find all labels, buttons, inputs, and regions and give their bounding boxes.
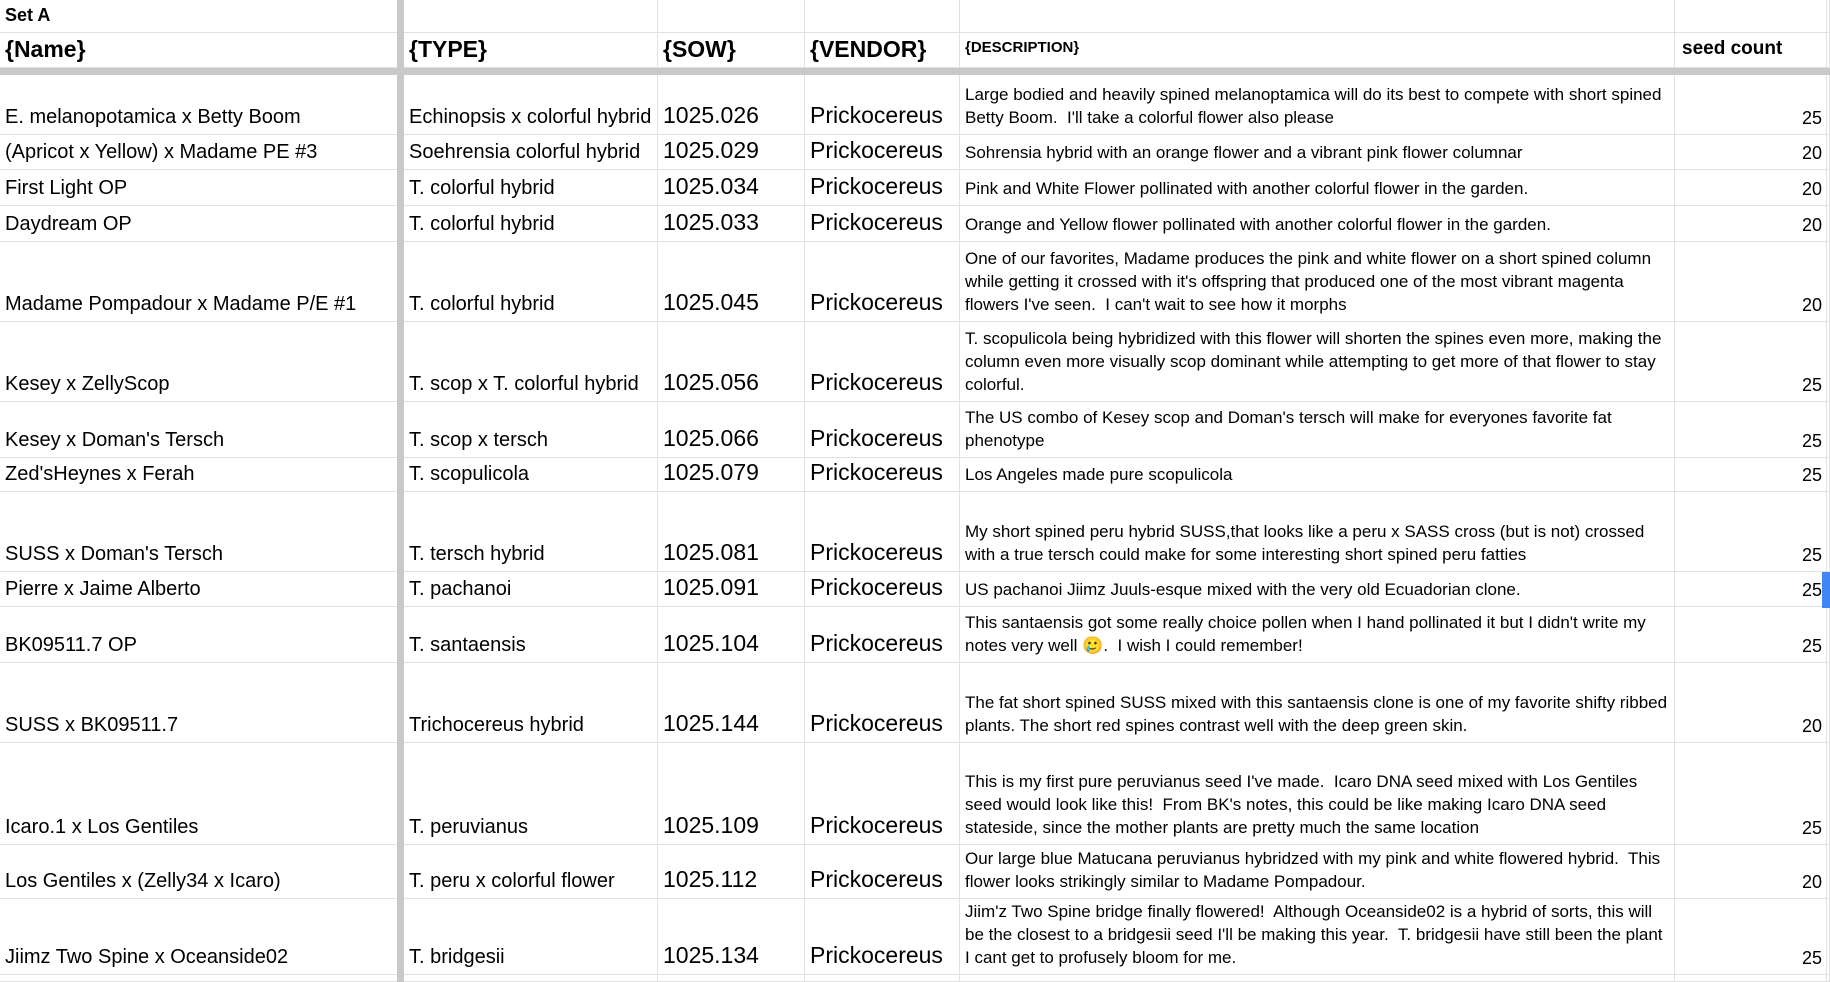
- name-cell[interactable]: Kesey x Doman's Tersch: [0, 402, 404, 458]
- sow-cell[interactable]: 1025.144: [658, 663, 805, 743]
- description-cell[interactable]: Sohrensia hybrid with an orange flower and a vibrant pink flower columnar: [960, 135, 1675, 170]
- vendor-cell[interactable]: Prickocereus: [805, 135, 960, 170]
- empty-cell[interactable]: [658, 975, 805, 982]
- table-row: [0, 899, 1830, 975]
- name-cell[interactable]: BK09511.7 OP: [0, 607, 404, 663]
- empty-cell[interactable]: [404, 0, 658, 33]
- frozen-column-divider[interactable]: [397, 0, 404, 982]
- header-name[interactable]: {Name}: [0, 33, 404, 68]
- description-cell[interactable]: One of our favorites, Madame produces the pink and white flower on a short spined column while getting it crossed with it's offspring that produced one of the most vibrant magenta flowers I've seen. I can't wait to see how it morphs: [960, 242, 1675, 322]
- vendor-cell[interactable]: Prickocereus: [805, 322, 960, 402]
- seed-count-cell[interactable]: 20: [1675, 135, 1827, 170]
- frozen-row-divider: [0, 68, 1830, 75]
- sow-cell[interactable]: 1025.033: [658, 206, 805, 242]
- type-cell[interactable]: T. peruvianus: [404, 743, 658, 845]
- description-cell[interactable]: My short spined peru hybrid SUSS,that looks like a peru x SASS cross (but is not) crossed with a true tersch could make for some interesting short spined peru fatties: [960, 492, 1675, 572]
- vendor-cell[interactable]: Prickocereus: [805, 492, 960, 572]
- seed-count-cell[interactable]: 25: [1675, 402, 1827, 458]
- table-row: [0, 402, 1830, 458]
- name-cell[interactable]: Zed'sHeynes x Ferah: [0, 458, 404, 492]
- vendor-cell[interactable]: Prickocereus: [805, 170, 960, 206]
- empty-cell[interactable]: [1675, 0, 1827, 33]
- sow-cell[interactable]: 1025.112: [658, 845, 805, 899]
- sow-cell[interactable]: 1025.104: [658, 607, 805, 663]
- type-cell[interactable]: T. colorful hybrid: [404, 242, 658, 322]
- seed-count-cell[interactable]: 25: [1675, 75, 1827, 135]
- sow-cell[interactable]: 1025.066: [658, 402, 805, 458]
- vendor-cell[interactable]: Prickocereus: [805, 75, 960, 135]
- empty-cell[interactable]: [0, 975, 404, 982]
- name-cell[interactable]: Daydream OP: [0, 206, 404, 242]
- vendor-cell[interactable]: Prickocereus: [805, 572, 960, 607]
- table-row: [0, 458, 1830, 492]
- type-cell[interactable]: T. peru x colorful flower: [404, 845, 658, 899]
- name-cell[interactable]: Madame Pompadour x Madame P/E #1: [0, 242, 404, 322]
- table-row: [0, 206, 1830, 242]
- vendor-cell[interactable]: Prickocereus: [805, 402, 960, 458]
- description-cell[interactable]: Los Angeles made pure scopulicola: [960, 458, 1675, 492]
- table-row: [0, 242, 1830, 322]
- frozen-row-divider-bar[interactable]: [0, 68, 1830, 75]
- vendor-cell[interactable]: Prickocereus: [805, 206, 960, 242]
- description-cell[interactable]: The US combo of Kesey scop and Doman's tersch will make for everyones favorite fat phenotype: [960, 402, 1675, 458]
- table-row: [0, 75, 1830, 135]
- sow-cell[interactable]: 1025.056: [658, 322, 805, 402]
- sow-cell[interactable]: 1025.045: [658, 242, 805, 322]
- description-cell[interactable]: Pink and White Flower pollinated with another colorful flower in the garden.: [960, 170, 1675, 206]
- table-row: [0, 572, 1830, 607]
- description-cell[interactable]: Orange and Yellow flower pollinated with another colorful flower in the garden.: [960, 206, 1675, 242]
- description-cell[interactable]: This is my first pure peruvianus seed I've made. Icaro DNA seed mixed with Los Gentiles seed would look like this! From BK's notes, this could be like making Icaro DNA seed stateside, since the mother plants are pretty much the same location: [960, 743, 1675, 845]
- header-type[interactable]: {TYPE}: [404, 33, 658, 68]
- seed-count-cell[interactable]: 25: [1675, 743, 1827, 845]
- type-cell[interactable]: T. pachanoi: [404, 572, 658, 607]
- name-cell[interactable]: Icaro.1 x Los Gentiles: [0, 743, 404, 845]
- table-row: [0, 663, 1830, 743]
- sow-cell[interactable]: 1025.091: [658, 572, 805, 607]
- table-row: [0, 135, 1830, 170]
- vendor-cell[interactable]: Prickocereus: [805, 242, 960, 322]
- name-cell[interactable]: Kesey x ZellyScop: [0, 322, 404, 402]
- header-vendor[interactable]: {VENDOR}: [805, 33, 960, 68]
- empty-cell[interactable]: [1675, 975, 1827, 982]
- seed-count-cell[interactable]: 20: [1675, 242, 1827, 322]
- name-cell[interactable]: (Apricot x Yellow) x Madame PE #3: [0, 135, 404, 170]
- empty-cell[interactable]: [404, 975, 658, 982]
- type-cell[interactable]: Soehrensia colorful hybrid: [404, 135, 658, 170]
- sow-cell[interactable]: 1025.029: [658, 135, 805, 170]
- collaborator-cursor-marker: [1822, 572, 1830, 608]
- vendor-cell[interactable]: Prickocereus: [805, 663, 960, 743]
- table-row: [0, 322, 1830, 402]
- name-cell[interactable]: SUSS x BK09511.7: [0, 663, 404, 743]
- type-cell[interactable]: T. scop x tersch: [404, 402, 658, 458]
- description-cell[interactable]: Our large blue Matucana peruvianus hybridzed with my pink and white flowered hybrid. This flower looks strikingly similar to Madame Pompadour.: [960, 845, 1675, 899]
- table-row: [0, 845, 1830, 899]
- type-cell[interactable]: T. tersch hybrid: [404, 492, 658, 572]
- name-cell[interactable]: Jiimz Two Spine x Oceanside02: [0, 899, 404, 975]
- header-description[interactable]: {DESCRIPTION}: [960, 33, 1675, 68]
- vendor-cell[interactable]: Prickocereus: [805, 607, 960, 663]
- seed-count-cell[interactable]: 20: [1675, 663, 1827, 743]
- table-row: [0, 170, 1830, 206]
- name-cell[interactable]: Pierre x Jaime Alberto: [0, 572, 404, 607]
- type-cell[interactable]: T. scop x T. colorful hybrid: [404, 322, 658, 402]
- header-seed-count[interactable]: seed count: [1675, 33, 1827, 68]
- type-cell[interactable]: Trichocereus hybrid: [404, 663, 658, 743]
- description-cell[interactable]: This santaensis got some really choice pollen when I hand pollinated it but I didn't write my notes very well 🥲. I wish I could remember!: [960, 607, 1675, 663]
- description-cell[interactable]: T. scopulicola being hybridized with this flower will shorten the spines even more, making the column even more visually scop dominant while attempting to get more of that flower to stay colorful.: [960, 322, 1675, 402]
- type-cell[interactable]: T. colorful hybrid: [404, 206, 658, 242]
- seed-count-cell[interactable]: 25: [1675, 458, 1827, 492]
- description-cell[interactable]: Large bodied and heavily spined melanoptamica will do its best to compete with short spined Betty Boom. I'll take a colorful flower also please: [960, 75, 1675, 135]
- sow-cell[interactable]: 1025.079: [658, 458, 805, 492]
- empty-cell[interactable]: [960, 975, 1675, 982]
- type-cell[interactable]: Echinopsis x colorful hybrid: [404, 75, 658, 135]
- empty-cell[interactable]: [960, 0, 1675, 33]
- table-row-partial: [0, 975, 1830, 982]
- header-sow[interactable]: {SOW}: [658, 33, 805, 68]
- name-cell[interactable]: First Light OP: [0, 170, 404, 206]
- seed-count-cell[interactable]: 25: [1675, 572, 1827, 607]
- seed-count-cell[interactable]: 25: [1675, 492, 1827, 572]
- description-cell[interactable]: The fat short spined SUSS mixed with this santaensis clone is one of my favorite shifty ribbed plants. The short red spines contrast well with the deep green skin.: [960, 663, 1675, 743]
- name-cell[interactable]: E. melanopotamica x Betty Boom: [0, 75, 404, 135]
- sow-cell[interactable]: 1025.081: [658, 492, 805, 572]
- set-label-cell[interactable]: Set A: [0, 0, 404, 33]
- vendor-cell[interactable]: Prickocereus: [805, 743, 960, 845]
- seed-count-cell[interactable]: 25: [1675, 899, 1827, 975]
- type-cell[interactable]: T. colorful hybrid: [404, 170, 658, 206]
- type-cell[interactable]: T. santaensis: [404, 607, 658, 663]
- description-cell[interactable]: US pachanoi Jiimz Juuls-esque mixed with the very old Ecuadorian clone.: [960, 572, 1675, 607]
- vendor-cell[interactable]: Prickocereus: [805, 845, 960, 899]
- name-cell[interactable]: Los Gentiles x (Zelly34 x Icaro): [0, 845, 404, 899]
- seed-count-cell[interactable]: 20: [1675, 170, 1827, 206]
- empty-cell[interactable]: [805, 0, 960, 33]
- vendor-cell[interactable]: Prickocereus: [805, 458, 960, 492]
- empty-cell[interactable]: [658, 0, 805, 33]
- type-cell[interactable]: T. scopulicola: [404, 458, 658, 492]
- seed-count-cell[interactable]: 20: [1675, 845, 1827, 899]
- vendor-cell[interactable]: Prickocereus: [805, 899, 960, 975]
- table-row: [0, 607, 1830, 663]
- table-row: [0, 743, 1830, 845]
- table-header-row: [0, 33, 1830, 68]
- sow-cell[interactable]: 1025.109: [658, 743, 805, 845]
- sow-cell[interactable]: 1025.026: [658, 75, 805, 135]
- empty-cell[interactable]: [805, 975, 960, 982]
- seed-count-cell[interactable]: 25: [1675, 322, 1827, 402]
- sow-cell[interactable]: 1025.134: [658, 899, 805, 975]
- table-row: [0, 492, 1830, 572]
- seed-count-cell[interactable]: 20: [1675, 206, 1827, 242]
- type-cell[interactable]: T. bridgesii: [404, 899, 658, 975]
- description-cell[interactable]: Jiim'z Two Spine bridge finally flowered! Although Oceanside02 is a hybrid of sorts, this will be the closest to a bridgesii seed I'll be making this year. T. bridgesii have still been the plant I cant get to profusely bloom for me.: [960, 899, 1675, 975]
- seed-count-cell[interactable]: 25: [1675, 607, 1827, 663]
- sow-cell[interactable]: 1025.034: [658, 170, 805, 206]
- name-cell[interactable]: SUSS x Doman's Tersch: [0, 492, 404, 572]
- table-row-set-label: [0, 0, 1830, 33]
